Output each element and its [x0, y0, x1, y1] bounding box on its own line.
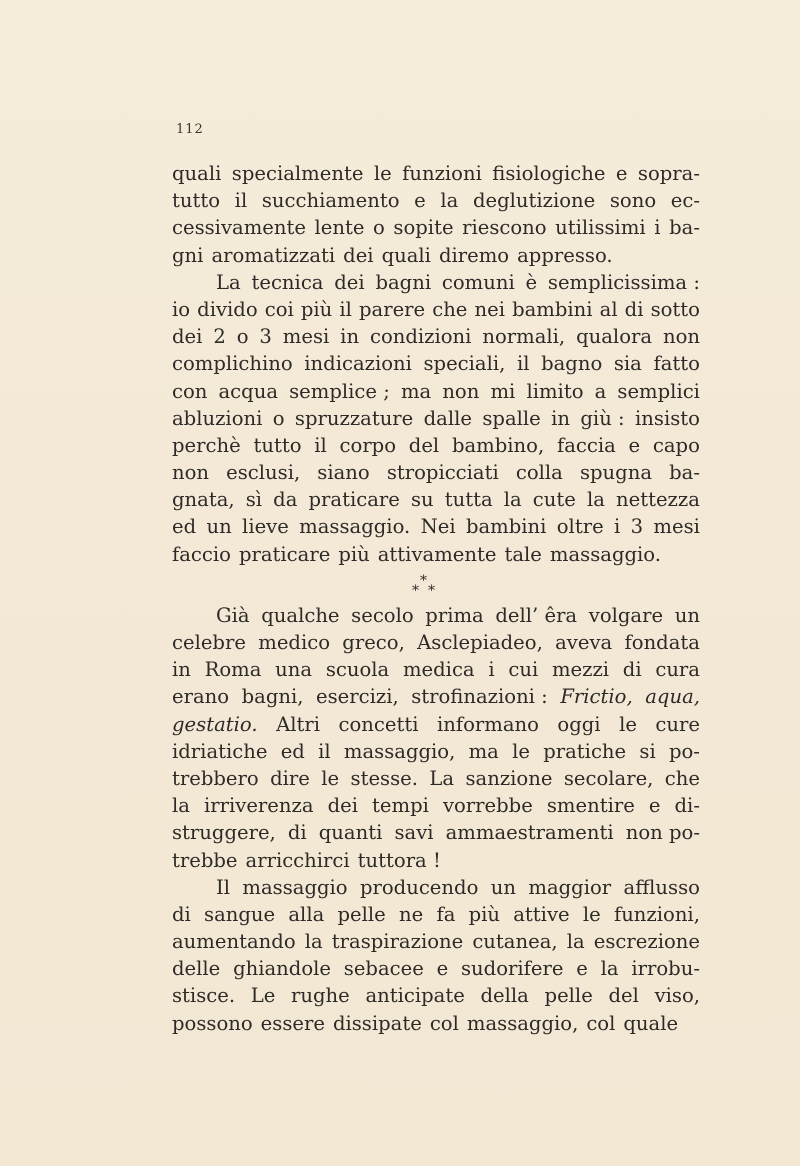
word: gni [172, 243, 204, 267]
word: di [622, 658, 642, 682]
word: bagni [375, 270, 432, 294]
word: del [408, 433, 440, 457]
page-text [172, 160, 700, 1037]
word: col [429, 1011, 459, 1035]
word: o [272, 406, 285, 430]
word: in [551, 406, 571, 430]
word: secolo [351, 603, 414, 627]
word: arricchirci [245, 848, 350, 872]
text-line [172, 486, 700, 513]
word: bambino, [451, 433, 545, 457]
word: cutanea, [472, 930, 558, 954]
text-line [172, 323, 700, 350]
text-line [172, 955, 700, 982]
word: nettezza [616, 488, 700, 512]
word: mesi [653, 515, 700, 539]
word: stesse. [350, 766, 418, 790]
word: semplice ; [289, 379, 390, 403]
word: massaggio [242, 875, 348, 899]
word: erano [172, 685, 230, 709]
word: col [586, 1011, 616, 1035]
word: dei [172, 325, 203, 349]
word: attive [513, 902, 570, 926]
word: quali [172, 162, 222, 185]
word: mesi [282, 325, 330, 349]
word: spugna [579, 461, 652, 485]
word: quale [623, 1011, 679, 1035]
word: La [216, 270, 241, 294]
text-line [172, 711, 700, 738]
word: sopra- [637, 162, 700, 185]
word: escrezione [593, 930, 700, 954]
text-line [172, 187, 700, 214]
word: faccia [556, 433, 616, 457]
word: che [664, 766, 700, 790]
word: acqua [218, 379, 278, 403]
word: e [436, 957, 449, 981]
word: praticare [238, 542, 331, 566]
text-line [172, 160, 700, 187]
word: tale [504, 542, 542, 566]
word: stisce. [172, 984, 236, 1008]
word: di- [674, 794, 700, 818]
word: abluzioni [172, 406, 263, 430]
word: deglutizione [472, 189, 596, 213]
text-line [172, 242, 700, 269]
word: ec- [670, 189, 700, 213]
word: aveva [555, 631, 613, 654]
word: bagno [541, 352, 603, 376]
text-line [172, 459, 700, 486]
text-line [172, 405, 700, 432]
word: tutto [253, 433, 302, 457]
word: Altri [276, 712, 320, 736]
word: più [468, 902, 501, 926]
word: ma [400, 379, 432, 403]
word: in [172, 658, 191, 682]
word: sudorifere [461, 957, 564, 981]
word: o [236, 325, 249, 349]
word: e [615, 162, 628, 185]
word: gnata, [172, 488, 235, 512]
word: sono [609, 189, 657, 213]
word: dei [334, 270, 365, 294]
word: la [586, 488, 605, 512]
word: spruzzature [294, 406, 414, 430]
text-line [172, 928, 700, 955]
word: massaggio, [343, 739, 456, 763]
word: struggere, [172, 821, 276, 845]
word: 3 [630, 515, 644, 539]
word: prima [425, 603, 484, 627]
text-line [172, 765, 700, 792]
word: vorrebbe [442, 794, 533, 818]
word: 3 [259, 325, 272, 349]
word: ed [172, 515, 197, 539]
text-line [172, 656, 700, 683]
text-line [172, 982, 700, 1009]
word: utilissimi [555, 216, 646, 240]
word: funzioni, [613, 902, 700, 926]
word: sangue [204, 902, 276, 926]
word: lieve [242, 515, 289, 539]
word: quanti [318, 821, 383, 845]
word: Asclepiadeo, [417, 631, 543, 654]
word: il [516, 352, 530, 376]
word: che [432, 297, 468, 321]
word: Il [216, 875, 231, 899]
word: sia [613, 352, 642, 376]
word: afflusso [623, 875, 700, 899]
word: 2 [213, 325, 226, 349]
word: di [172, 902, 191, 926]
word: coi [264, 297, 294, 321]
word: semplicissima : [547, 270, 700, 294]
text-line [172, 378, 700, 405]
text-line [172, 629, 700, 656]
word: concetti [338, 712, 419, 736]
word: qualche [261, 603, 340, 627]
word: lente [314, 216, 365, 240]
word: ba- [669, 216, 700, 240]
word: maggior [528, 875, 612, 899]
word: dei [327, 794, 358, 818]
word: dissipate [332, 1011, 422, 1035]
word: il [314, 433, 327, 457]
text-line [172, 901, 700, 928]
text-line [172, 541, 700, 568]
word: non po- [625, 821, 700, 845]
word: cui [508, 658, 539, 682]
word: colla [515, 461, 563, 485]
text-line [172, 269, 700, 296]
word: fondata [624, 631, 700, 654]
paragraph-4 [172, 874, 700, 1037]
word: i [614, 515, 621, 539]
word: bagni, [241, 685, 304, 709]
word: faccio [172, 542, 231, 566]
word: fisiologiche [492, 162, 606, 185]
word: possono [172, 1011, 253, 1035]
word: non [172, 461, 210, 485]
word: di [287, 821, 307, 845]
word: complichino [172, 352, 293, 376]
text-line [172, 874, 700, 901]
word: La [429, 766, 455, 790]
word: più [338, 542, 370, 566]
text-line [172, 296, 700, 323]
word: del [608, 984, 639, 1008]
word: le [619, 712, 637, 736]
word: spalle [482, 406, 541, 430]
word: idriatiche [172, 739, 268, 763]
word: ed [280, 739, 305, 763]
word: pelle [544, 984, 593, 1008]
word: aromatizzati [211, 243, 336, 267]
word: il [234, 189, 248, 213]
word: tempi [372, 794, 429, 818]
word: tuttora ! [357, 848, 441, 872]
word: la [600, 957, 619, 981]
word: in [340, 325, 360, 349]
word: dalle [423, 406, 472, 430]
word: aumentando [172, 930, 296, 954]
word: semplici [617, 379, 700, 403]
word: fa [436, 902, 456, 926]
word: irriverenza [204, 794, 314, 818]
word: esclusi, [226, 461, 301, 485]
word: fatto [653, 352, 700, 376]
word: dei [343, 243, 374, 267]
word: siano [317, 461, 370, 485]
word: bambini [512, 297, 593, 321]
word: al [599, 297, 618, 321]
word: più [300, 297, 333, 321]
word: nei [474, 297, 505, 321]
word: la [172, 794, 190, 818]
word: massaggio, [466, 1011, 579, 1035]
word: cura [655, 658, 700, 682]
word: capo [652, 433, 700, 457]
separator-asterisk: * [412, 582, 419, 599]
word: le [321, 766, 340, 790]
word: divido [197, 297, 258, 321]
separator-asterisk: * [428, 582, 435, 599]
word: insisto [635, 406, 700, 430]
word: normali, [482, 325, 566, 349]
word: il [339, 297, 352, 321]
word: tecnica [251, 270, 324, 294]
word: sopite [393, 216, 454, 240]
word: e [648, 794, 661, 818]
word: le [512, 739, 530, 763]
section-separator [172, 568, 700, 602]
word: parere [358, 297, 426, 321]
word: i [488, 658, 495, 682]
word: greco, [342, 631, 405, 654]
paragraph-2 [172, 269, 700, 568]
word: non [442, 379, 480, 403]
word: pelle [337, 902, 386, 926]
word: mezzi [551, 658, 610, 682]
text-line [172, 819, 700, 846]
word: specialmente [231, 162, 364, 185]
word: riescono [462, 216, 547, 240]
word: oltre [556, 515, 604, 539]
word: aqua, [645, 685, 700, 709]
word: speciali, [423, 352, 506, 376]
word: medico [258, 631, 330, 654]
word: io [172, 297, 191, 321]
word: anticipate [365, 984, 465, 1008]
word: scuola [325, 658, 390, 682]
word: non [662, 325, 700, 349]
word: limito [526, 379, 584, 403]
word: secolare, [563, 766, 654, 790]
word: di [624, 297, 644, 321]
word: perchè [172, 433, 241, 457]
word: trebbero [172, 766, 259, 790]
word: praticare [308, 488, 400, 512]
word: cute [532, 488, 576, 512]
word: succhiamento [261, 189, 400, 213]
word: e [628, 433, 641, 457]
word: tutto [172, 189, 221, 213]
word: cure [655, 712, 700, 736]
word: traspirazione [331, 930, 464, 954]
word: ne [399, 902, 424, 926]
word: comuni [441, 270, 515, 294]
word: stropicciati [386, 461, 499, 485]
word: diremo [438, 243, 510, 267]
word: dell’ êra [495, 603, 578, 627]
text-line [172, 432, 700, 459]
word: strofinazioni : [411, 685, 548, 709]
word: sì [245, 488, 263, 512]
word: bambini [465, 515, 547, 539]
word: trebbe [172, 848, 238, 872]
word: smentire [546, 794, 635, 818]
word: gestatio. [172, 712, 258, 736]
word: sebacee [343, 957, 424, 981]
word: Frictio, [560, 685, 633, 709]
word: con [172, 379, 208, 403]
word: attivamente [377, 542, 497, 566]
word: dire [270, 766, 310, 790]
word: un [490, 875, 516, 899]
word: pratiche [543, 739, 627, 763]
word: la [503, 488, 522, 512]
word: si [639, 739, 656, 763]
separator-asterisk: * [420, 572, 427, 589]
word: appresso. [517, 243, 613, 267]
word: da [273, 488, 298, 512]
word: oggi [557, 712, 601, 736]
word: informano [436, 712, 539, 736]
text-line [172, 792, 700, 819]
text-line [172, 683, 700, 710]
word: le [582, 902, 601, 926]
word: massaggio. [549, 542, 661, 566]
word: la [566, 930, 585, 954]
word: rughe [291, 984, 350, 1008]
paragraph-1 [172, 160, 700, 269]
page-number: 112 [176, 122, 204, 137]
paragraph-3 [172, 602, 700, 874]
word: savi [394, 821, 434, 845]
word: su [410, 488, 434, 512]
word: po- [668, 739, 700, 763]
word: indicazioni [304, 352, 412, 376]
word: giù : [580, 406, 625, 430]
word: essere [260, 1011, 325, 1035]
word: è [525, 270, 538, 294]
word: esercizi, [316, 685, 399, 709]
word: volgare [588, 603, 664, 627]
word: sanzione [465, 766, 553, 790]
word: le [373, 162, 392, 185]
word: o [373, 216, 385, 240]
word: Roma [204, 658, 262, 682]
word: viso, [654, 984, 700, 1008]
word: un [674, 603, 700, 627]
word: e [414, 189, 426, 213]
word: e [576, 957, 588, 981]
text-line [172, 847, 700, 874]
word: ghiandole [233, 957, 331, 981]
word: la [440, 189, 459, 213]
word: qualora [576, 325, 653, 349]
word: Le [250, 984, 276, 1008]
word: i [654, 216, 661, 240]
word: massaggio. [299, 515, 411, 539]
word: una [275, 658, 313, 682]
word: delle [172, 957, 221, 981]
word: ba- [669, 461, 700, 485]
word: Già [216, 603, 250, 627]
word: condizioni [369, 325, 472, 349]
text-line [172, 214, 700, 241]
word: la [304, 930, 323, 954]
word: celebre [172, 631, 246, 654]
word: irrobu- [631, 957, 700, 981]
word: ammaestramenti [445, 821, 614, 845]
word: Nei [420, 515, 456, 539]
word: mi [490, 379, 516, 403]
word: producendo [359, 875, 479, 899]
text-line [172, 513, 700, 540]
text-line [172, 602, 700, 629]
word: cessivamente [172, 216, 306, 240]
text-line [172, 350, 700, 377]
word: ma [468, 739, 499, 763]
text-line [172, 738, 700, 765]
word: il [318, 739, 331, 763]
word: un [206, 515, 232, 539]
word: tutta [444, 488, 493, 512]
word: alla [288, 902, 325, 926]
word: a [594, 379, 607, 403]
word: quali [381, 243, 431, 267]
text-line [172, 1010, 700, 1037]
word: sotto [650, 297, 700, 321]
word: funzioni [402, 162, 482, 185]
word: medica [402, 658, 475, 682]
word: della [480, 984, 529, 1008]
word: corpo [339, 433, 397, 457]
